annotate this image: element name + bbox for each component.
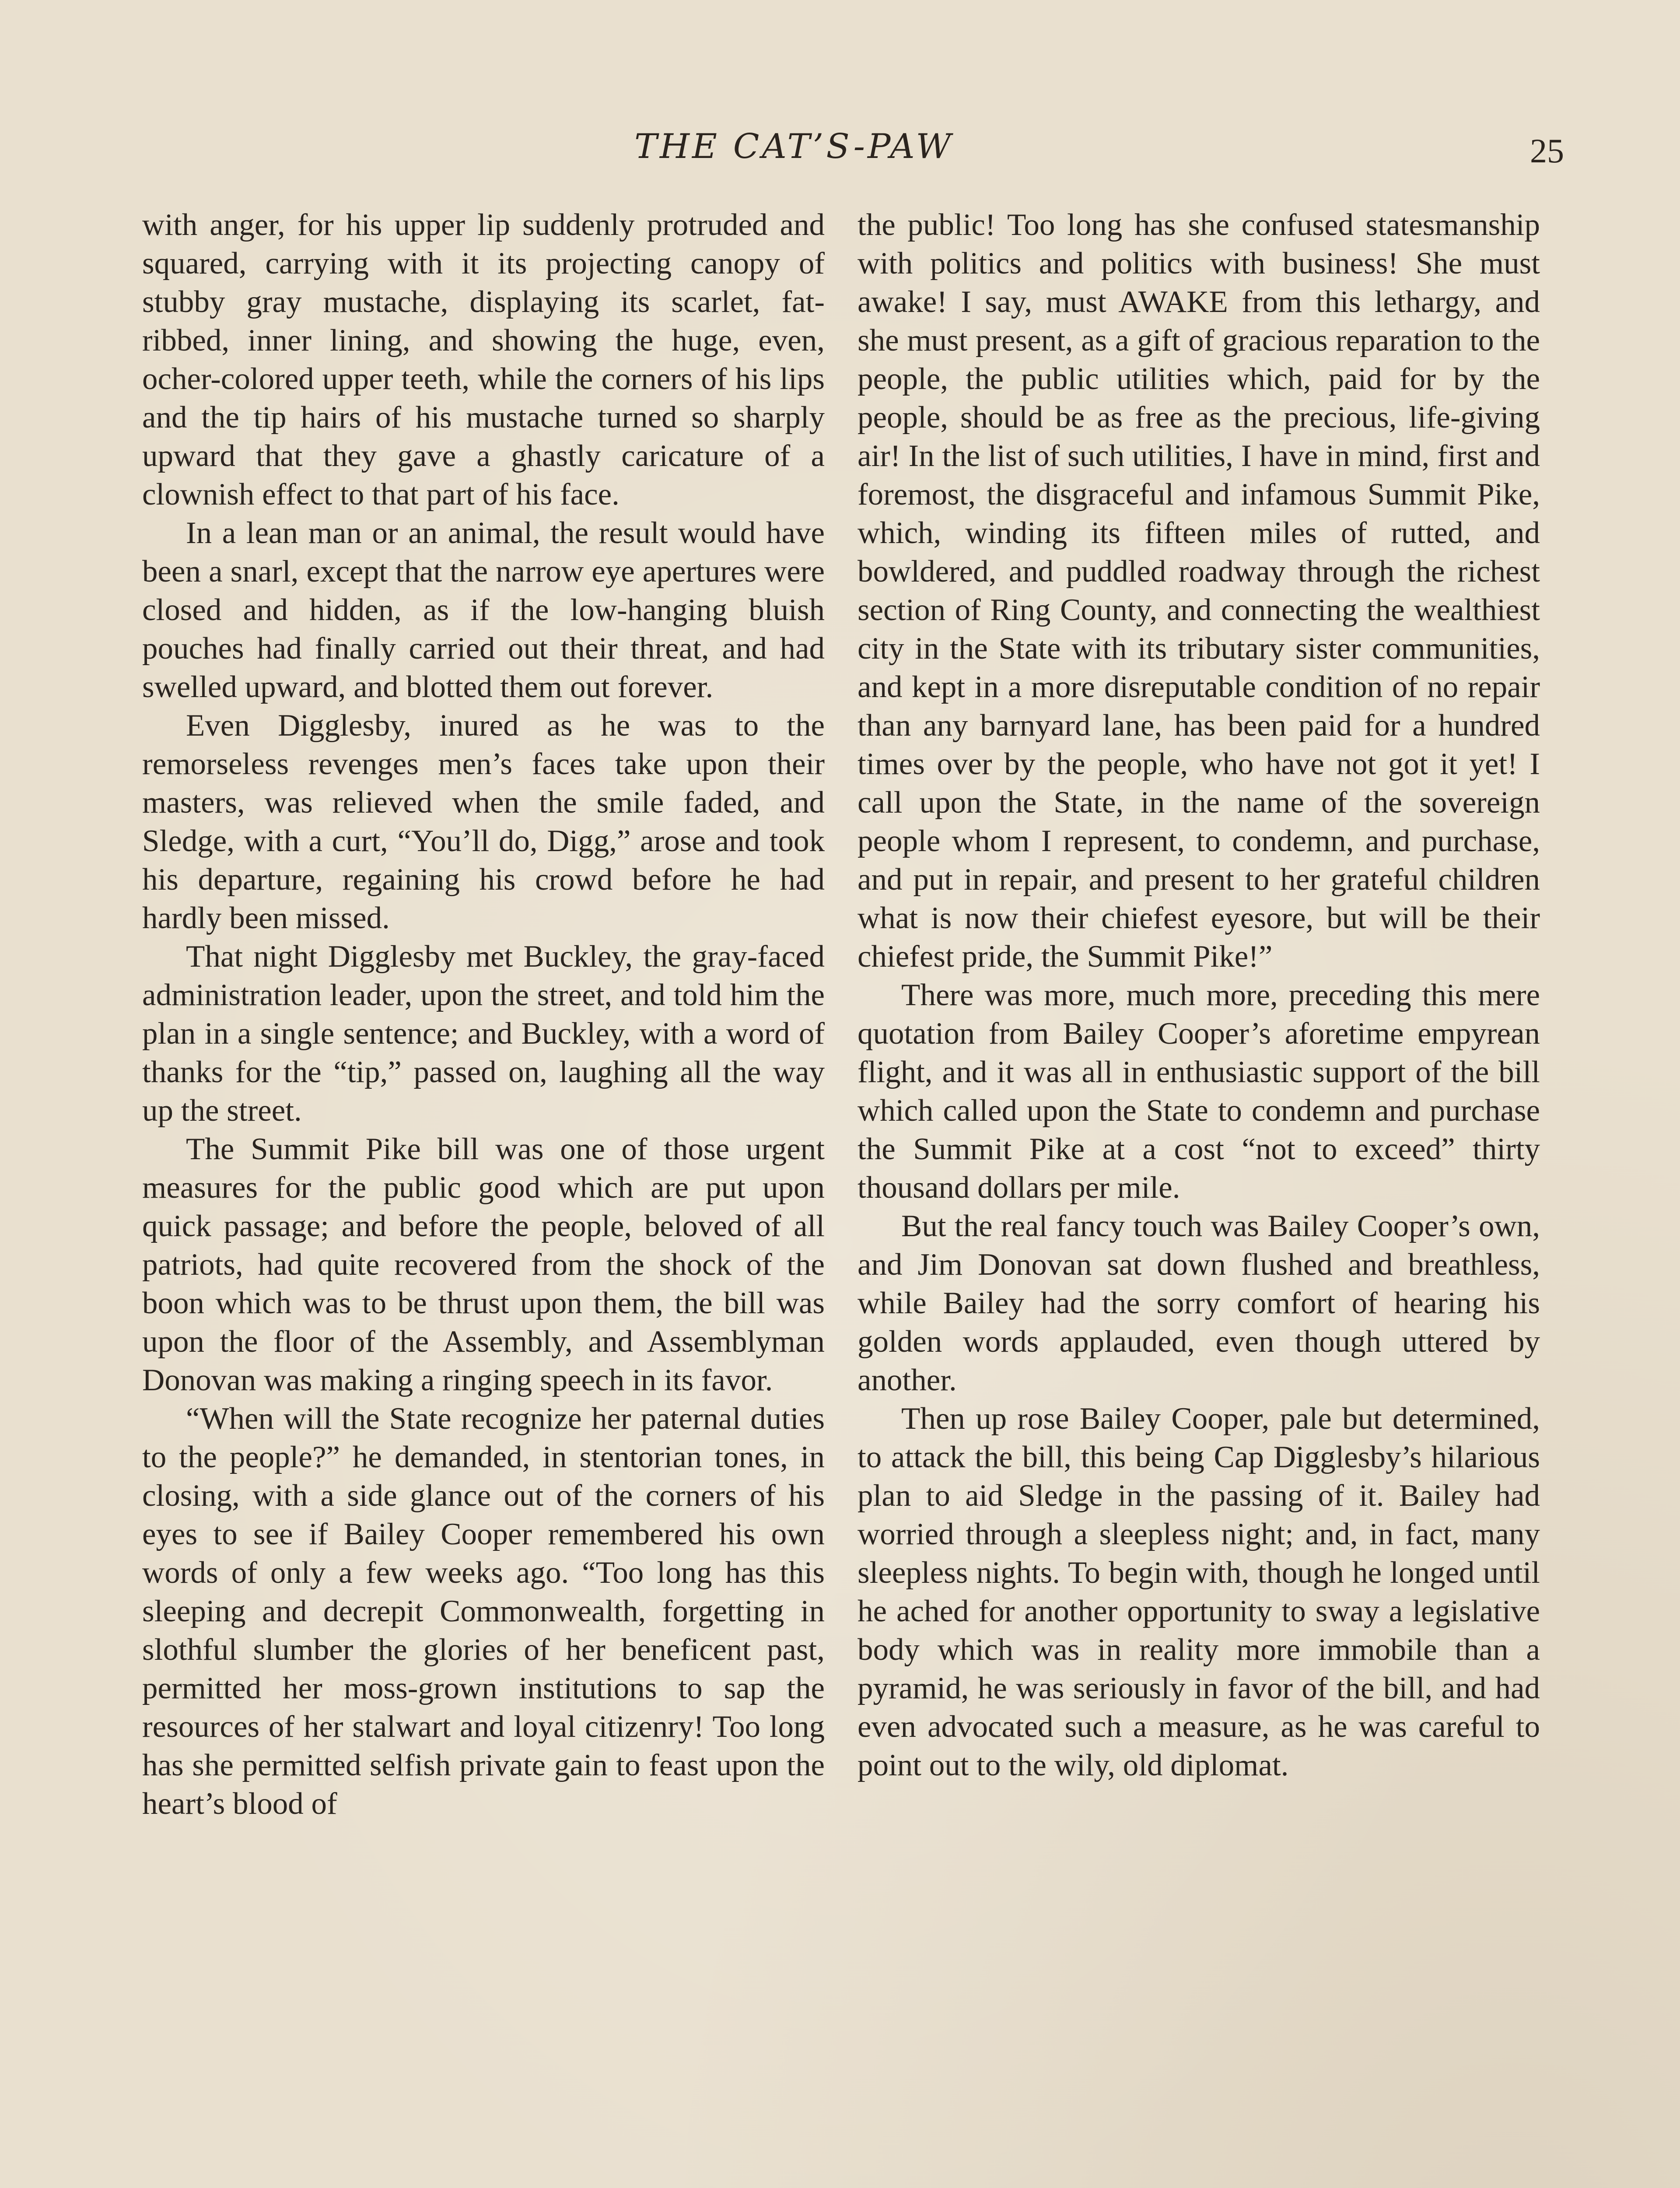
- paragraph: There was more, much more, preceding this mere quotation from Bailey Cooper’s aforetime empyrean flight, and it was all in enthusiastic support of the bill which called upon the State to condemn and purchase the Summit Pike at a cost “not to exceed” thirty thousand dollars per mile.: [858, 978, 1540, 1205]
- text-column-right: [858, 206, 1540, 1785]
- paragraph: with anger, for his upper lip suddenly protruded and squared, carrying with it its projecting canopy of stubby gray mustache, displaying its scarlet, fat-ribbed, inner lining, and showing the huge, even, ocher-colored upper teeth, while the corners of his lips and the tip hairs of his mustache turned so sharply upward that they gave a ghastly caricature of a clownish effect to that part of his face.: [142, 208, 825, 512]
- running-title: THE CAT’S-PAW: [634, 127, 954, 166]
- page-number: 25: [1530, 132, 1564, 170]
- paragraph: That night Digglesby met Buckley, the gray-faced administration leader, upon the street, and told him the plan in a single sentence; and Buckley, with a word of thanks for the “tip,” passed on, laughing all the way up the street.: [142, 940, 825, 1128]
- text-column-left: [142, 206, 825, 1823]
- paragraph: Then up rose Bailey Cooper, pale but determined, to attack the bill, this being Cap Digglesby’s hilarious plan to aid Sledge in the passing of it. Bailey had worried through a sleepless night; and, in fact, many sleepless nights. To begin with, though he longed until he ached for another opportunity to sway a legislative body which was in reality more immobile than a pyramid, he was seriously in favor of the bill, and had even advocated such a measure, as he was careful to point out to the wily, old diplomat.: [858, 1402, 1540, 1782]
- paragraph: Even Digglesby, inured as he was to the remorseless revenges men’s faces take upon their masters, was relieved when the smile faded, and Sledge, with a curt, “You’ll do, Digg,” arose and took his departure, regaining his crowd before he had hardly been missed.: [142, 708, 825, 935]
- paragraph: The Summit Pike bill was one of those urgent measures for the public good which are put upon quick passage; and before the people, beloved of all patriots, had quite recovered from the shock of the boon which was to be thrust upon them, the bill was upon the floor of the Assembly, and Assemblyman Donovan was making a ringing speech in its favor.: [142, 1132, 825, 1397]
- paragraph: But the real fancy touch was Bailey Cooper’s own, and Jim Donovan sat down flushed and breathless, while Bailey had the sorry comfort of hearing his golden words applauded, even though uttered by another.: [858, 1209, 1540, 1397]
- paragraph: In a lean man or an animal, the result would have been a snarl, except that the narrow eye apertures were closed and hidden, as if the low-hanging bluish pouches had finally carried out their threat, and had swelled upward, and blotted them out forever.: [142, 516, 825, 704]
- paragraph: “When will the State recognize her paternal duties to the people?” he demanded, in stentorian tones, in closing, with a side glance out of the corners of his eyes to see if Bailey Cooper remembered his own words of only a few weeks ago. “Too long has this sleeping and decrepit Commonwealth, forgetting in slothful slumber the glories of her beneficent past, permitted her moss-grown institutions to sap the resources of her stalwart and loyal citizenry! Too long has she permitted selfish private gain to feast upon the heart’s blood of: [142, 1402, 825, 1821]
- paragraph: the public! Too long has she confused statesmanship with politics and politics with business! She must awake! I say, must AWAKE from this lethargy, and she must present, as a gift of gracious reparation to the people, the public utilities which, paid for by the people, should be as free as the precious, life-giving air! In the list of such utilities, I have in mind, first and foremost, the disgraceful and infamous Summit Pike, which, winding its fifteen miles of rutted, and bowldered, and puddled roadway through the richest section of Ring County, and connecting the wealthiest city in the State with its tributary sister communities, and kept in a more disreputable condition of no repair than any barnyard lane, has been paid for a hundred times over by the people, who have not got it yet! I call upon the State, in the name of the sovereign people whom I represent, to condemn, and purchase, and put in repair, and present to her grateful children what is now their chiefest eyesore, but will be their chiefest pride, the Summit Pike!”: [858, 208, 1540, 974]
